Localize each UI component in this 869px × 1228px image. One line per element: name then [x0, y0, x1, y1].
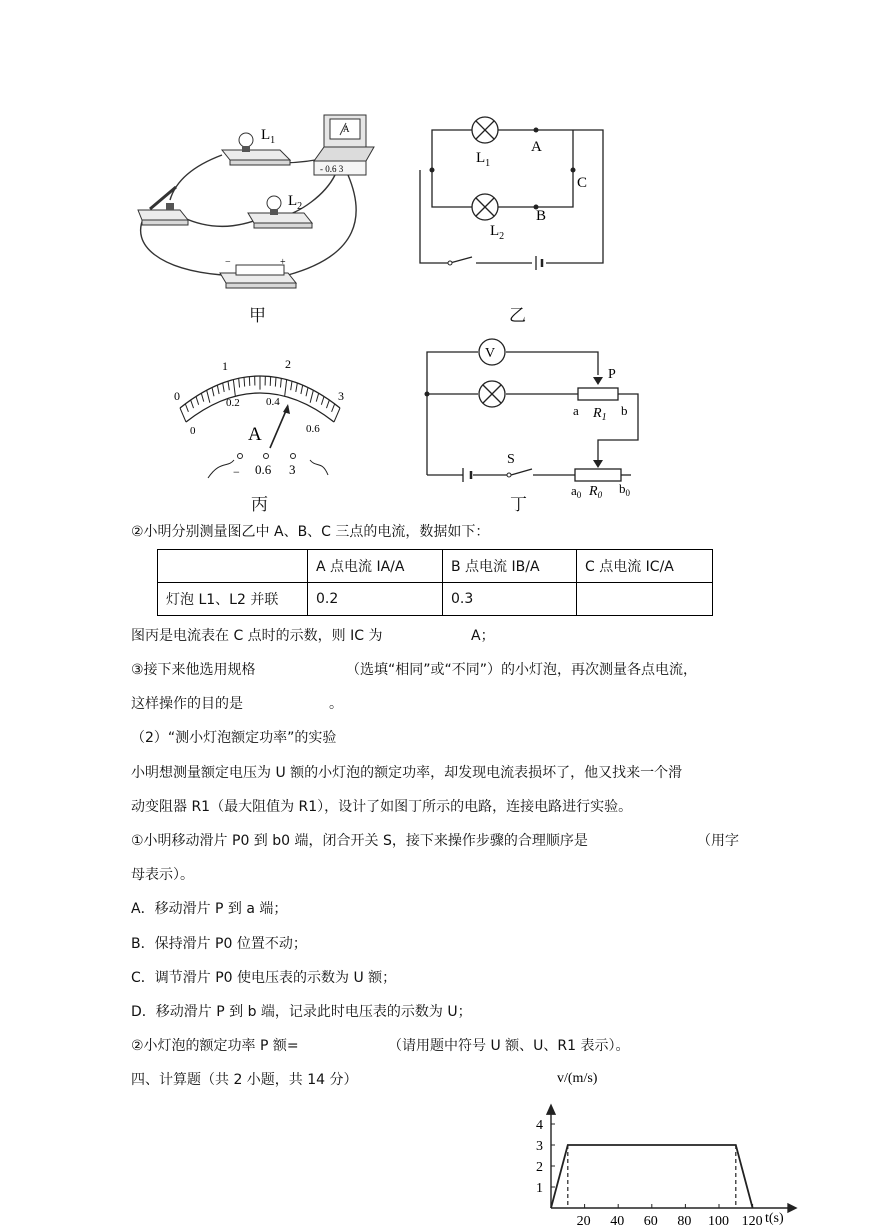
ammeter-scale-tick: [326, 400, 329, 408]
ammeter-scale-tick: [306, 388, 308, 397]
table-cell: [577, 583, 713, 616]
bing-term-minus: −: [233, 465, 240, 479]
option-d: D．移动滑片 P 到 b 端，记录此时电压表的示数为 U；: [131, 1004, 472, 1020]
ding-a0-label: $a_0$: [571, 483, 582, 500]
figure-ding-schematic: [415, 335, 655, 505]
bing-lower-0: 0: [190, 425, 196, 437]
yi-point-c: C: [577, 175, 588, 191]
q3-line2-a: 这样操作的目的是: [131, 696, 243, 712]
bing-unit: A: [248, 424, 262, 445]
jia-l1-label: $L_1$: [261, 127, 276, 146]
velocity-series-line: [551, 1145, 753, 1208]
ammeter-scale-tick: [316, 393, 318, 401]
bing-term-06: 0.6: [255, 462, 272, 477]
chart-y-tick-label: 3: [536, 1139, 543, 1154]
jia-battery-minus: −: [225, 257, 231, 268]
table-header-cell: A 点电流 IA/A: [308, 550, 443, 583]
ammeter-scale-tick: [239, 378, 240, 387]
bing-upper-3: 3: [338, 389, 344, 403]
step1-line-c: 母表示）。: [131, 867, 194, 883]
part2-title: （2）“测小灯泡额定功率”的实验: [131, 730, 337, 746]
chart-y-tick-label: 1: [536, 1181, 543, 1196]
ammeter-scale-tick: [332, 404, 335, 412]
bing-upper-0: 0: [174, 389, 180, 403]
ammeter-scale-tick: [334, 408, 340, 422]
jia-meter-label: A: [343, 124, 350, 134]
ding-s-label: S: [507, 452, 515, 467]
ammeter-scale-tick: [212, 388, 214, 397]
ammeter-scale-tick: [223, 383, 225, 392]
table-header-cell: [158, 550, 308, 583]
section-four-title: 四、计算题（共 2 小题，共 14 分）: [131, 1072, 358, 1088]
table-cell: 0.2: [308, 583, 443, 616]
chart-y-tick-label: 4: [536, 1118, 543, 1133]
table-header-row: [158, 550, 713, 583]
chart-x-tick-label: 120: [741, 1214, 763, 1228]
q2-intro: ②小明分别测量图乙中 A、B、C 三点的电流，数据如下：: [131, 524, 490, 540]
chart-x-axis-label: t(s): [765, 1211, 784, 1226]
bing-upper-2: 2: [285, 357, 291, 371]
ammeter-scale-tick: [285, 380, 287, 397]
step1-line-b: （用字: [697, 833, 739, 849]
ammeter-scale-tick: [275, 377, 276, 386]
chart-y-tick-label: 2: [536, 1160, 543, 1175]
chart-x-tick-label: 80: [677, 1214, 692, 1228]
chart-x-tick-label: 20: [576, 1214, 591, 1228]
velocity-time-chart: [515, 1060, 805, 1228]
chart-x-tick-label: 100: [708, 1214, 729, 1228]
ding-r0-label: $R_0$: [589, 484, 603, 500]
ding-a-label: a: [573, 403, 579, 418]
bing-lower-3: 0.6: [306, 423, 320, 435]
current-table: [157, 549, 713, 616]
ammeter-scale-tick: [301, 385, 303, 394]
chart-x-tick-label: 60: [643, 1214, 658, 1228]
q3-line2-b: 。: [329, 696, 343, 712]
table-row: [158, 583, 713, 616]
yi-l1-label: $L_1$: [476, 150, 491, 169]
power-question-a: ②小灯泡的额定功率 P 额=: [131, 1038, 299, 1054]
bing-lower-2: 0.4: [266, 396, 280, 408]
ammeter-scale-tick: [180, 408, 186, 422]
part2-paragraph-2: 动变阻器 R1（最大阻值为 R1），设计了如图丁所示的电路，连接电路进行实验。: [131, 799, 633, 815]
power-question-b: （请用题中符号 U 额、U、R1 表示）。: [388, 1038, 630, 1054]
q3-line1-a: ③接下来他选用规格: [131, 662, 256, 678]
yi-point-b: B: [536, 208, 547, 224]
ammeter-scale-tick: [217, 385, 219, 394]
ammeter-scale-tick: [228, 381, 229, 390]
ammeter-scale-tick: [244, 377, 245, 386]
ding-p-label: P: [608, 367, 616, 382]
bing-lower-1: 0.2: [226, 397, 240, 409]
ammeter-scale-tick: [296, 383, 298, 392]
ammeter-scale-tick: [310, 390, 313, 403]
q3-line1-b: （选填“相同”或“不同”）的小灯泡，再次测量各点电流，: [346, 662, 698, 678]
ding-v-label: V: [485, 346, 496, 361]
table-header-cell: B 点电流 IB/A: [443, 550, 577, 583]
table-cell: 0.3: [443, 583, 577, 616]
figure-jia-circuit: [130, 105, 390, 300]
bing-upper-1: 1: [222, 359, 228, 373]
caption-yi: 乙: [509, 306, 526, 326]
ammeter-scale-tick: [291, 381, 292, 390]
ammeter-scale-tick: [196, 396, 199, 404]
ammeter-scale-tick: [321, 396, 324, 404]
ammeter-scale-tick: [185, 404, 188, 412]
caption-bing: 丙: [251, 495, 268, 515]
table-header-cell: C 点电流 IC/A: [577, 550, 713, 583]
ammeter-scale-tick: [233, 380, 235, 397]
caption-ding: 丁: [510, 495, 527, 515]
jia-l2-label: $L_2$: [288, 193, 303, 212]
option-b: B．保持滑片 P0 位置不动；: [131, 936, 307, 952]
ding-r1-label: $R_1$: [593, 406, 607, 423]
ding-b-label: b: [621, 403, 628, 418]
jia-meter-terminals: - 0.6 3: [320, 164, 344, 174]
chart-y-arrow: [547, 1105, 555, 1114]
ammeter-scale-tick: [201, 393, 203, 401]
ammeter-scale-tick: [207, 390, 210, 403]
ammeter-scale-tick: [191, 400, 194, 408]
table-cell: 灯泡 L1、L2 并联: [158, 583, 308, 616]
part2-paragraph-1: 小明想测量额定电压为 U 额的小灯泡的额定功率，却发现电流表损坏了，他又找来一个滑: [131, 765, 683, 781]
chart-x-arrow: [788, 1204, 796, 1212]
bing-term-3: 3: [289, 462, 296, 477]
ammeter-scale-tick: [280, 378, 281, 387]
figure-yi-schematic: [410, 115, 610, 275]
caption-jia: 甲: [249, 306, 266, 326]
ic-unit: A；: [471, 628, 495, 644]
option-c: C．调节滑片 P0 使电压表的示数为 U 额；: [131, 970, 397, 986]
ding-b0-label: $b_0$: [619, 481, 630, 498]
yi-l2-label: $L_2$: [490, 223, 505, 242]
chart-x-tick-label: 40: [610, 1214, 625, 1228]
step1-line-a: ①小明移动滑片 P0 到 b0 端，闭合开关 S，接下来操作步骤的合理顺序是: [131, 833, 588, 849]
option-a: A．移动滑片 P 到 a 端；: [131, 901, 288, 917]
figure-bing-ammeter: [160, 350, 360, 485]
jia-battery-plus: +: [280, 257, 286, 268]
yi-point-a: A: [531, 139, 542, 155]
chart-y-axis-label: v/(m/s): [557, 1071, 598, 1086]
ic-question: 图丙是电流表在 C 点时的示数，则 IC 为: [131, 628, 383, 644]
